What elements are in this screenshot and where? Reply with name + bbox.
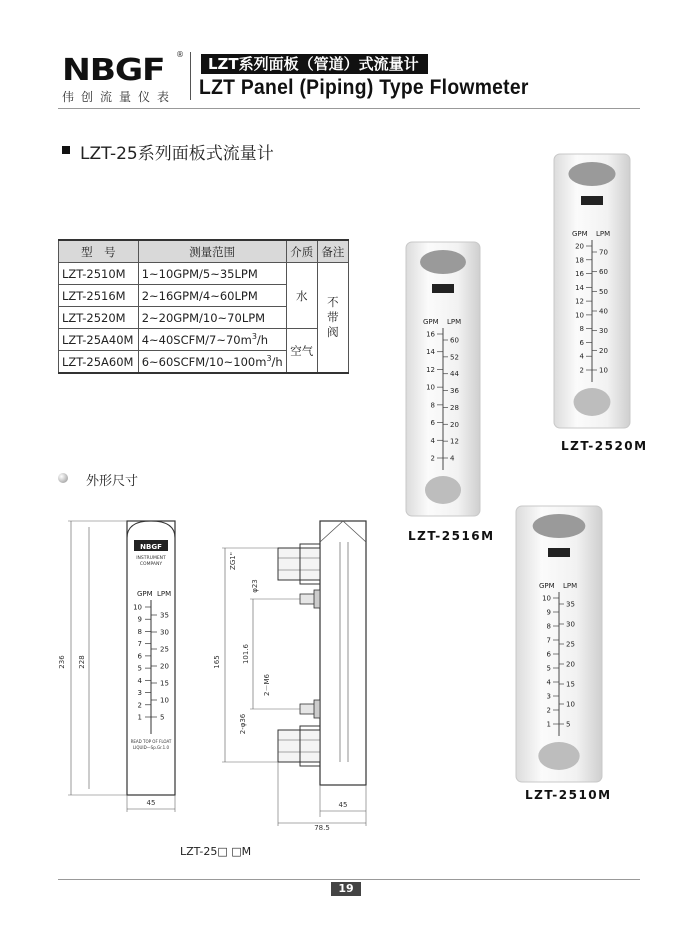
table-header-row: [59, 240, 349, 263]
gpm-tick-label: 14: [426, 348, 435, 357]
lpm-label: LPM: [447, 318, 462, 326]
gpm-tick-label: 4: [546, 678, 551, 687]
gpm-tick-label: 4: [430, 436, 435, 445]
front-gpm-tick-label: 3: [137, 689, 142, 698]
dim-m6-label: 2－M6: [263, 674, 271, 696]
note-text: 不 带 阀: [327, 295, 339, 339]
front-brand-sub2: COMPANY: [139, 562, 163, 567]
dim-228-label: 228: [78, 655, 86, 669]
footer-rule: [58, 879, 640, 880]
lpm-tick-label: 60: [450, 336, 459, 345]
range-superscript: 3: [251, 332, 257, 342]
lpm-tick-label: 28: [450, 403, 459, 412]
product-photo-2516: [402, 238, 484, 520]
cell-model: LZT-2516M: [59, 285, 139, 307]
lpm-tick-label: 40: [599, 307, 608, 316]
product-label-2516: LZT-2516M: [408, 529, 495, 543]
front-gpm-tick-label: 5: [137, 664, 142, 673]
front-lpm-tick-label: 20: [160, 662, 169, 671]
gpm-tick-label: 6: [546, 650, 551, 659]
col-header-range: 测量范围: [138, 240, 286, 263]
gpm-tick-label: 10: [575, 311, 584, 320]
top-cap: [533, 514, 586, 538]
gpm-tick-label: 1: [546, 720, 551, 729]
cell-range: 2~20GPM/10~70LPM: [138, 307, 286, 329]
lpm-tick-label: 44: [450, 370, 459, 379]
front-gpm-tick-label: 1: [137, 713, 142, 722]
bottom-cap: [538, 742, 579, 770]
top-fitting: [278, 548, 320, 580]
company-name: 伟创流量仪表: [62, 90, 177, 104]
bullet-dot-icon: [58, 473, 68, 483]
range-text: 4~40SCFM/7~70m: [141, 332, 252, 347]
front-lpm-tick-label: 5: [160, 713, 165, 722]
logo-wordmark: NBGF: [62, 53, 165, 88]
lpm-tick-label: 52: [450, 353, 459, 362]
front-lpm-tick-label: 10: [160, 696, 169, 705]
cell-range: 2~16GPM/4~60LPM: [138, 285, 286, 307]
bolt-top-head: [314, 590, 320, 608]
gpm-label: GPM: [572, 230, 588, 238]
dim-101-label: 101.6: [242, 643, 250, 665]
gpm-tick-label: 14: [575, 283, 584, 292]
brand-badge: [581, 196, 603, 205]
top-cap: [568, 162, 615, 186]
cell-model: LZT-25A40M: [59, 329, 139, 351]
bottom-cap: [425, 476, 461, 504]
section-title: LZT-25系列面板式流量计: [80, 144, 274, 164]
cell-model: LZT-2520M: [59, 307, 139, 329]
front-gpm-tick-label: 6: [137, 652, 142, 661]
product-photo-2510: [512, 502, 606, 786]
lpm-tick-label: 60: [599, 268, 608, 277]
front-gpm-tick-label: 9: [137, 615, 142, 624]
front-lpm-tick-label: 15: [160, 679, 169, 688]
lpm-tick-label: 4: [450, 454, 455, 463]
gpm-tick-label: 2: [546, 706, 551, 715]
lpm-tick-label: 10: [599, 366, 608, 375]
lpm-label: LPM: [563, 582, 578, 590]
range-superscript: 3: [266, 354, 272, 364]
dim-78-label: 78.5: [314, 824, 330, 832]
dim-45-front-label: 45: [146, 799, 156, 807]
spec-table: [58, 239, 349, 374]
gpm-tick-label: 20: [575, 242, 584, 251]
registered-mark: ®: [176, 50, 184, 59]
gpm-tick-label: 12: [575, 297, 584, 306]
table-row: [59, 329, 349, 351]
col-header-medium: 介质: [286, 240, 317, 263]
dimension-drawing: [50, 512, 380, 832]
lpm-tick-label: 70: [599, 248, 608, 257]
gpm-tick-label: 2: [579, 366, 584, 375]
lpm-label: LPM: [596, 230, 611, 238]
gpm-tick-label: 8: [579, 325, 584, 334]
front-gpm-tick-label: 10: [133, 603, 142, 612]
col-header-note: 备注: [317, 240, 348, 263]
lpm-tick-label: 35: [566, 600, 575, 609]
dim-thread-label: ZG1": [229, 552, 237, 570]
gpm-tick-label: 10: [542, 594, 551, 603]
bottom-cap: [574, 388, 611, 416]
gpm-tick-label: 6: [579, 338, 584, 347]
front-lpm-tick-label: 30: [160, 628, 169, 637]
front-lpm-tick-label: 35: [160, 611, 169, 620]
front-view-cap: [127, 521, 175, 538]
lpm-tick-label: 20: [450, 420, 459, 429]
dim-236-label: 236: [58, 655, 66, 669]
gpm-tick-label: 8: [430, 401, 435, 410]
dimensions-title: 外形尺寸: [86, 474, 139, 489]
drawing-caption: LZT-25□ □M: [180, 845, 252, 858]
brand-badge: [432, 284, 454, 293]
cell-model: LZT-25A60M: [59, 351, 139, 374]
front-gpm-label: GPM: [137, 590, 153, 598]
cell-range: 1~10GPM/5~35LPM: [138, 263, 286, 285]
brand-badge: [548, 548, 570, 557]
lpm-tick-label: 50: [599, 287, 608, 296]
section-bullet-icon: [62, 146, 70, 154]
cell-note: [317, 263, 348, 374]
gpm-label: GPM: [539, 582, 555, 590]
gpm-tick-label: 16: [575, 270, 584, 279]
range-text: 6~60SCFM/10~100m: [141, 354, 267, 369]
bottom-fitting: [278, 730, 320, 762]
gpm-tick-label: 3: [546, 692, 551, 701]
gpm-tick-label: 2: [430, 454, 435, 463]
cell-range: [138, 329, 286, 351]
bolt-bottom-head: [314, 700, 320, 718]
product-label-2520: LZT-2520M: [561, 439, 648, 453]
cell-medium-air: 空气: [286, 329, 317, 374]
gpm-tick-label: 16: [426, 330, 435, 339]
product-photo-2520: [550, 150, 634, 432]
dim-phi23-label: φ23: [251, 579, 259, 593]
gpm-tick-label: 9: [546, 608, 551, 617]
gpm-tick-label: 12: [426, 365, 435, 374]
gpm-tick-label: 7: [546, 636, 551, 645]
lpm-tick-label: 15: [566, 680, 575, 689]
range-unit: /h: [256, 332, 269, 347]
front-brand: NBGF: [140, 543, 162, 551]
gpm-tick-label: 18: [575, 256, 584, 265]
gpm-tick-label: 4: [579, 352, 584, 361]
lpm-tick-label: 5: [566, 720, 571, 729]
header-title-cn: LZT系列面板（管道）式流量计: [201, 54, 428, 74]
cell-model: LZT-2510M: [59, 263, 139, 285]
dim-165-label: 165: [213, 655, 221, 669]
lpm-tick-label: 25: [566, 640, 575, 649]
front-note: READ TOP OF FLOAT: [130, 739, 172, 744]
page-number: 19: [331, 882, 361, 896]
lpm-tick-label: 20: [566, 660, 575, 669]
gpm-tick-label: 10: [426, 383, 435, 392]
lpm-tick-label: 36: [450, 387, 459, 396]
cell-medium-water: 水: [286, 263, 317, 329]
dim-phi36-label: 2-φ36: [239, 713, 247, 735]
col-header-model: 型 号: [59, 240, 139, 263]
gpm-tick-label: 6: [430, 419, 435, 428]
cell-range: [138, 351, 286, 374]
top-cap: [420, 250, 466, 274]
header-rule: [58, 108, 640, 109]
front-lpm-tick-label: 25: [160, 645, 169, 654]
lpm-tick-label: 12: [450, 437, 459, 446]
front-gpm-tick-label: 7: [137, 640, 142, 649]
front-gpm-tick-label: 2: [137, 701, 142, 710]
gpm-tick-label: 8: [546, 622, 551, 631]
range-unit: /h: [271, 354, 283, 369]
front-lpm-label: LPM: [157, 590, 172, 598]
header-divider: [190, 52, 191, 100]
header-title-en: LZT Panel (Piping) Type Flowmeter: [199, 76, 529, 99]
side-view-cap: [320, 521, 366, 542]
front-note2: LIQUID—Sp.Gr.1.0: [132, 745, 170, 750]
front-gpm-tick-label: 8: [137, 627, 142, 636]
gpm-label: GPM: [423, 318, 439, 326]
side-view-body: [320, 521, 366, 785]
product-label-2510: LZT-2510M: [525, 788, 612, 802]
lpm-tick-label: 10: [566, 700, 575, 709]
lpm-tick-label: 30: [599, 327, 608, 336]
lpm-tick-label: 20: [599, 346, 608, 355]
dim-45-side-label: 45: [338, 801, 348, 809]
table-row: [59, 263, 349, 285]
front-brand-sub: INSTRUMENT: [136, 556, 166, 561]
lpm-tick-label: 30: [566, 620, 575, 629]
front-gpm-tick-label: 4: [137, 676, 142, 685]
gpm-tick-label: 5: [546, 664, 551, 673]
